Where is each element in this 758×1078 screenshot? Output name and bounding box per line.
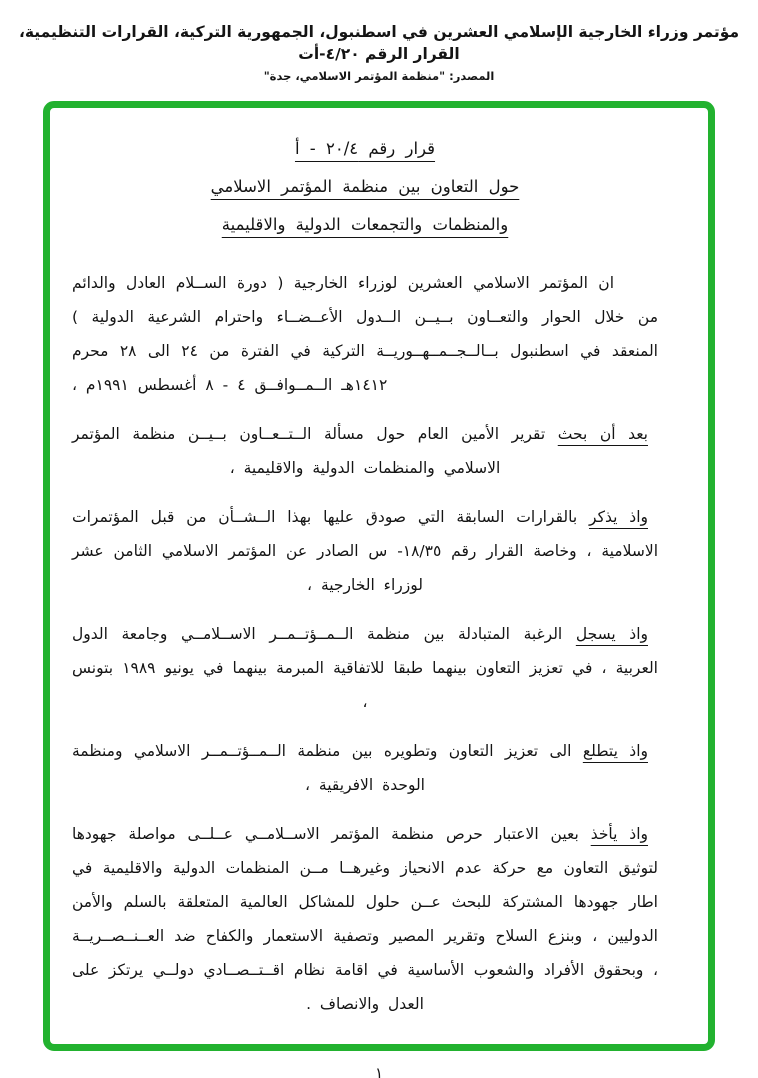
resolution-subject-text-1: حول التعاون بين منظمة المؤتمر الاسلامي [210, 177, 520, 196]
paragraph-text: بعين الاعتبار حرص منظمة المؤتمر الاســلامــي عــلــى مواصلة جهودها لتوثيق التعاون مع حركة عدم الانحياز وغيرهــا مــن المنظمات الدولية والاقليمية في اطار جهودها المشتركة للبحث عــن حلول للمشاكل العالمية المتعلقة بالسلم والأمن الدوليين ، وبنزع السلاح وتقرير المصير وتصفية الاستعمار والكفاح ضد العــنــصــريــة ، وبحقوق الأفراد والشعوب الأساسية في اقامة نظام اقــتــصــادي دولــي يرتكز على العدل والانصاف . [72, 825, 658, 1013]
paragraph-text: تقرير الأمين العام حول مسألة الــتــعــاون بــيــن منظمة المؤتمر الاسلامي والمنظمات الدولية والاقليمية ، [72, 425, 558, 477]
paragraph-preamble [72, 266, 658, 402]
paragraph-text: بالقرارات السابقة التي صودق عليها بهذا الــشــأن من قبل المؤتمرات الاسلامية ، وخاصة القرار رقم ١٨/٣٥- س الصادر عن المؤتمر الاسلامي الثامن عشر لوزراء الخارجية ، [72, 508, 658, 594]
header-source-attribution: المصدر: "منظمة المؤتمر الاسلامي، جدة" [263, 69, 495, 83]
paragraph-lead-underlined: واذ يتطلع [582, 742, 648, 760]
paragraph-looking-forward [72, 734, 658, 802]
resolution-border-box [43, 101, 715, 1051]
header-source-line: مؤتمر وزراء الخارجية الإسلامي العشرين في اسطنبول، الجمهورية التركية، القرارات التنظيمية، القرار الرقم ٤/٢٠-أت [18, 23, 740, 63]
paragraph-lead-underlined: بعد أن بحث [557, 425, 648, 443]
page-number: ١ [374, 1064, 384, 1078]
resolution-number-title [72, 130, 658, 168]
paragraph-after-examining [72, 417, 658, 485]
paragraph-lead-underlined: واذ يسجل [575, 625, 648, 643]
resolution-subject-text-2: والمنظمات والتجمعات الدولية والاقليمية [221, 215, 509, 234]
resolution-number-text: قرار رقم ٢٠/٤ - أ [294, 139, 436, 158]
paragraph-taking-into-account [72, 817, 658, 1021]
resolution-subject-line-2 [72, 206, 658, 244]
paragraph-text: الرغبة المتبادلة بين منظمة الــمــؤتــمــر الاســلامــي وجامعة الدول العربية ، في تعزيز التعاون بينهما طبقا للاتفاقية المبرمة بينهما في يونيو ١٩٨٩ بتونس ، [72, 625, 658, 711]
paragraph-noting [72, 617, 658, 719]
paragraph-lead-underlined: واذ يذكر [589, 508, 648, 526]
resolution-subject-line-1 [72, 168, 658, 206]
resolution-title-block [72, 130, 658, 244]
document-header [10, 0, 748, 84]
paragraph-lead-underlined: واذ يأخذ [590, 825, 649, 843]
paragraph-recalling [72, 500, 658, 602]
paragraph-text: الى تعزيز التعاون وتطويره بين منظمة الــمــؤتــمــر الاسلامي ومنظمة الوحدة الافريقية ، [72, 742, 583, 794]
paragraph-text: ان المؤتمر الاسلامي العشرين لوزراء الخارجية ( دورة الســلام العادل والدائم من خلال الحوار والتعــاون بــيــن الــدول الأعــضــاء واحترام الشرعية الدولية ) المنعقد في اسطنبول بــالــجــمــهــوريــة التركية في الفترة من ٢٤ الى ٢٨ محرم ١٤١٢هـ الــمــوافــق ٤ - ٨ أغسطس ١٩٩١م ، [72, 274, 658, 394]
